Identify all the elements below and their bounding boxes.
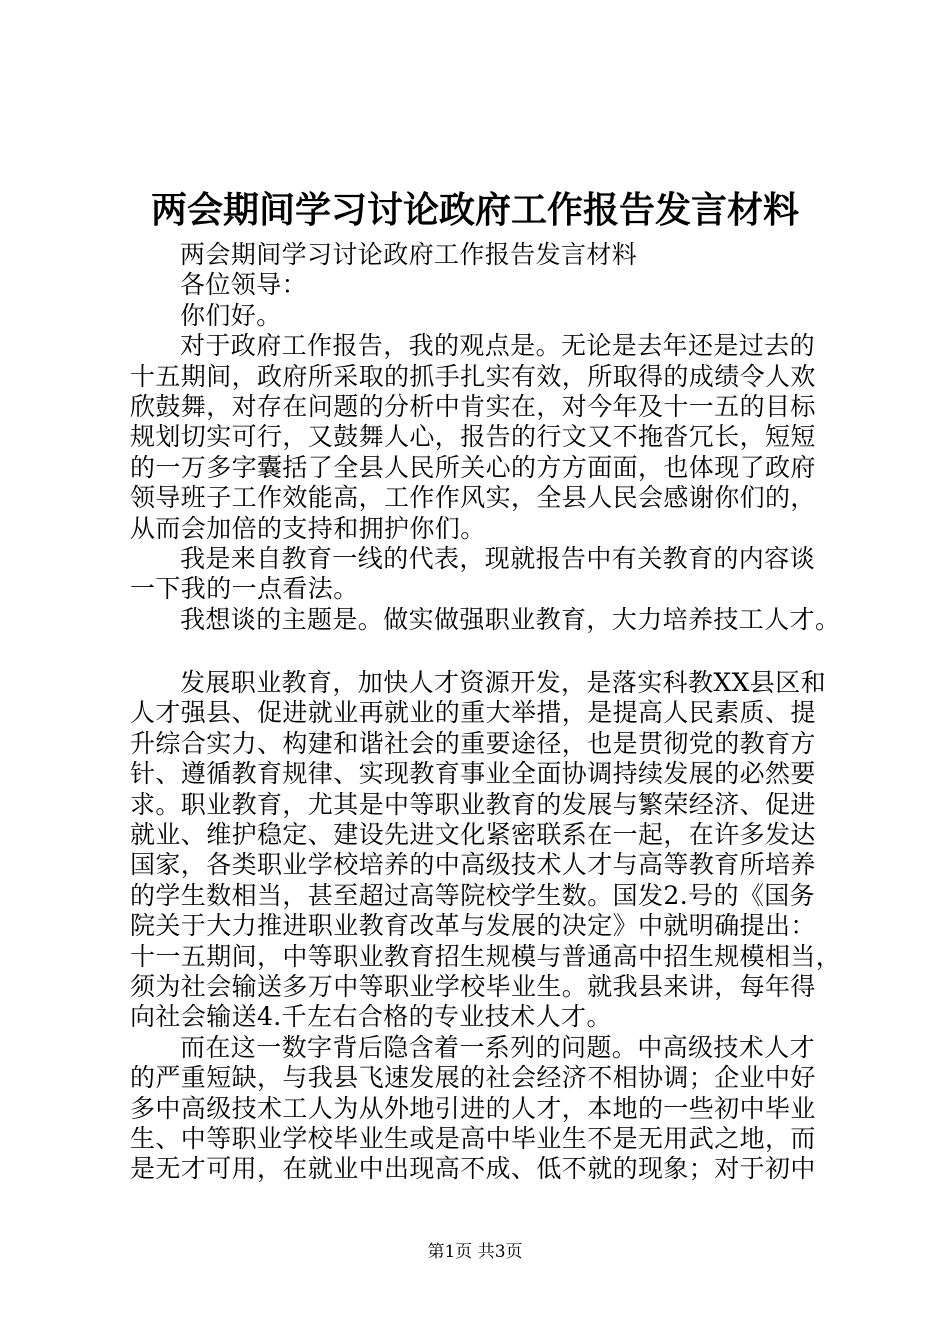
text-line: 求。职业教育，尤其是中等职业教育的发展与繁荣经济、促进 <box>130 789 816 819</box>
text-line: 你们好。 <box>180 300 282 330</box>
text-line: 十一五期间，中等职业教育招生规模与普通高中招生规模相当， <box>130 941 842 971</box>
text-line: 是无才可用，在就业中出现高不成、低不就的现象；对于初中 <box>130 1154 816 1184</box>
text-line: 生、中等职业学校毕业生或是高中毕业生不是无用武之地，而 <box>130 1123 816 1153</box>
text-line: 从而会加倍的支持和拥护你们。 <box>130 513 486 543</box>
text-line: 须为社会输送多万中等职业学校毕业生。就我县来讲，每年得 <box>130 971 816 1001</box>
text-line: 院关于大力推进职业教育改革与发展的决定》中就明确提出： <box>130 911 816 941</box>
text-line: 升综合实力、构建和谐社会的重要途径，也是贯彻党的教育方 <box>130 728 816 758</box>
text-line: 一下我的一点看法。 <box>130 574 359 604</box>
text-line: 发展职业教育，加快人才资源开发，是落实科教XX县区和 <box>180 668 826 698</box>
text-line: 我想谈的主题是。做实做强职业教育，大力培养技工人才。 <box>180 604 841 634</box>
document-body <box>130 240 842 1185</box>
text-line: 领导班子工作效能高，工作作风实，全县人民会感谢你们的， <box>130 483 816 513</box>
page-footer: 第1页 共3页 <box>427 1242 523 1262</box>
text-line: 欣鼓舞，对存在问题的分析中肯实在，对今年及十一五的目标 <box>130 391 816 421</box>
text-line: 的一万多字囊括了全县人民所关心的方方面面，也体现了政府 <box>130 452 816 482</box>
text-line: 而在这一数字背后隐含着一系列的问题。中高级技术人才 <box>180 1032 816 1062</box>
text-line: 向社会输送4.千左右合格的专业技术人才。 <box>130 1002 612 1032</box>
text-line: 各位领导： <box>180 270 308 300</box>
text-line: 规划切实可行，又鼓舞人心，报告的行文又不拖沓冗长，短短 <box>130 422 816 452</box>
text-line: 国家，各类职业学校培养的中高级技术人才与高等教育所培养 <box>130 850 816 880</box>
text-line: 我是来自教育一线的代表，现就报告中有关教育的内容谈 <box>180 543 816 573</box>
text-line: 就业、维护稳定、建设先进文化紧密联系在一起，在许多发达 <box>130 820 816 850</box>
text-line: 十五期间，政府所采取的抓手扎实有效，所取得的成绩令人欢 <box>130 361 816 391</box>
text-line <box>130 635 830 668</box>
text-line: 的学生数相当，甚至超过高等院校学生数。国发2.号的《国务 <box>130 880 816 910</box>
text-line: 对于政府工作报告，我的观点是。无论是去年还是过去的 <box>180 331 816 361</box>
text-line: 针、遵循教育规律、实现教育事业全面协调持续发展的必然要 <box>130 759 816 789</box>
text-line: 的严重短缺，与我县飞速发展的社会经济不相协调；企业中好 <box>130 1063 816 1093</box>
text-line: 人才强县、促进就业再就业的重大举措，是提高人民素质、提 <box>130 698 816 728</box>
text-line: 两会期间学习讨论政府工作报告发言材料 <box>180 240 638 269</box>
text-line: 多中高级技术工人为从外地引进的人才，本地的一些初中毕业 <box>130 1093 816 1123</box>
document-title: 两会期间学习讨论政府工作报告发言材料 <box>150 189 799 231</box>
